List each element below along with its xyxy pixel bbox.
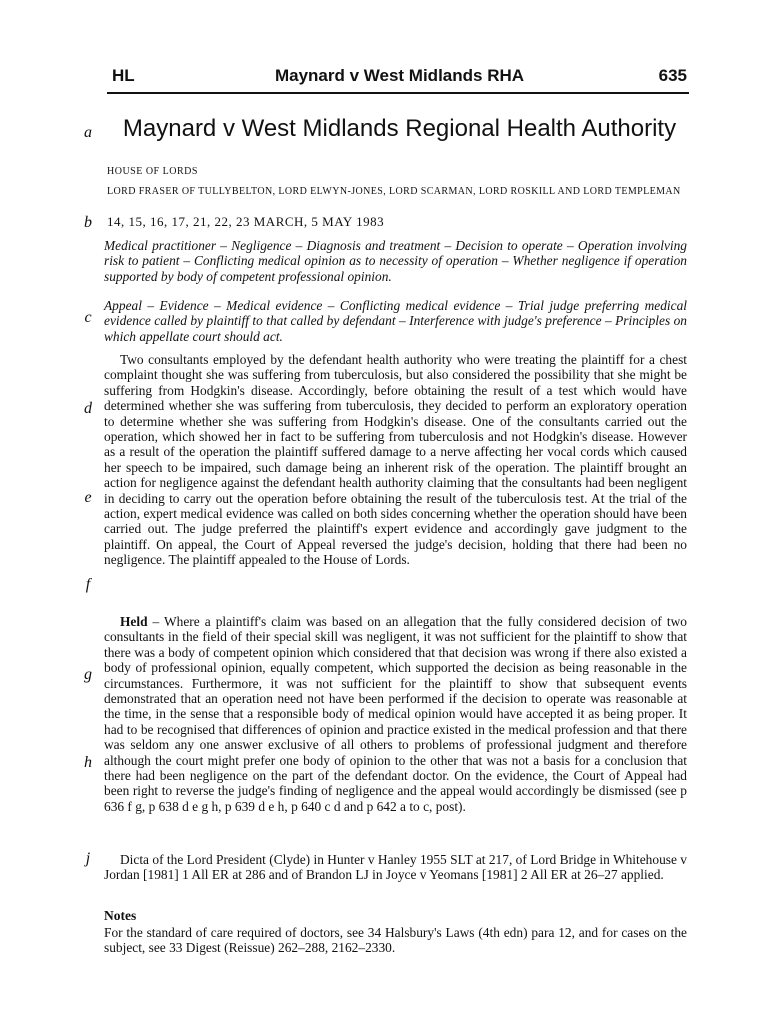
held-text: – Where a plaintiff's claim was based on an allegation that the fully considered decision of two consultants in the field of their special skill was negligent, it was not sufficient for the plaintiff to show that there was a body of competent opinion which considered that that decision was wrong if there also existed a body of professional opinion, equally competent, which supported the decision as being reasonable in the circumstances. Furthermore, it was not sufficient for the plaintiff to show that subsequent events demonstrated that an operation need not have been performed if the decision to operate was reasonable at the time, in the sense that a responsible body of medical opinion would have accepted it as being proper. It had to be recognised that differences of opinion and practice existed in the medical profession and that there was seldom any one answer exclusive of all others to problems of professional judgment and therefore although the court might prefer one body of opinion to the other that was not a basis for a conclusion that there had been negligence on the part of the defendant doctor. On the evidence, the Court of Appeal had been right to reverse the judge's finding of negligence and the appeal would accordingly be dismissed (see p 636 f g, p 638 d e g h, p 639 d e h, p 640 c d and p 642 a to c, post). [104,614,687,814]
case-title: Maynard v West Midlands Regional Health Authority [122,115,677,142]
catchwords-2: Appeal – Evidence – Medical evidence – Conflicting medical evidence – Trial judge preferring medical evidence called by plaintiff to that called by defendant – Interference with judge's preference – Principles on which appellate court should act. [104,298,687,344]
header-rule [107,92,689,94]
margin-letter-c: c [84,309,92,326]
running-head-case-name: Maynard v West Midlands RHA [274,66,525,85]
notes-heading: Notes [104,908,137,923]
page-number: 635 [658,66,687,85]
running-head [112,66,687,90]
judges-list: LORD FRASER OF TULLYBELTON, LORD ELWYN-JONES, LORD SCARMAN, LORD ROSKILL AND LORD TEMPLEMAN [107,186,681,197]
notes-text: For the standard of care required of doctors, see 34 Halsbury's Laws (4th edn) para 12, and for cases on the subject, see 33 Digest (Reissue) 262–288, 2162–2330. [104,925,687,956]
held-label: Held [120,614,148,629]
margin-letter-d: d [84,400,92,417]
margin-letter-h: h [84,754,92,771]
margin-letter-a: a [84,124,92,141]
court-name: HOUSE OF LORDS [107,166,198,177]
dicta-paragraph: Dicta of the Lord President (Clyde) in Hunter v Hanley 1955 SLT at 217, of Lord Bridge in Whitehouse v Jordan [1981] 1 All ER at 286 and of Brandon LJ in Joyce v Yeomans [1981] 2 All ER at 26–27 applied. [104,852,687,883]
headnote-summary: Two consultants employed by the defendant health authority who were treating the plaintiff for a chest complaint thought she was suffering from tuberculosis, but also considered the possibility that she might be suffering from Hodgkin's disease. Accordingly, before obtaining the result of a test which would have determined whether she was suffering from tuberculosis, they decided to perform an exploratory operation to determine whether she was suffering from Hodgkin's disease. One of the consultants carried out the operation, which showed her in fact to be suffering from tuberculosis and not Hodgkin's disease. However as a result of the operation the plaintiff suffered damage to a nerve affecting her vocal cords which caused her speech to be impaired, such damage being an inherent risk of the operation. The plaintiff brought an action for negligence against the defendant health authority claiming that the consultants had been negligent in deciding to carry out the operation before obtaining the result of the tuberculosis test. At the trial of the action, expert medical evidence was called on both sides concerning whether the operation should have been carried out. The judge preferred the plaintiff's expert evidence and accordingly gave judgment to the plaintiff. On appeal, the Court of Appeal reversed the judge's decision, holding that there had been no negligence. The plaintiff appealed to the House of Lords. [104,352,687,568]
margin-letter-j: j [85,850,91,867]
margin-letter-e: e [84,489,92,506]
held-paragraph [104,614,687,814]
margin-letter-f: f [85,576,91,593]
hearing-dates: 14, 15, 16, 17, 21, 22, 23 MARCH, 5 MAY 1983 [107,214,385,229]
margin-letter-g: g [84,666,92,683]
margin-letter-b: b [84,214,92,231]
catchwords-1: Medical practitioner – Negligence – Diagnosis and treatment – Decision to operate – Operation involving risk to patient – Conflicting medical opinion as to necessity of operation – Whether negligence if operation supported by body of competent professional opinion. [104,238,687,284]
running-head-court: HL [112,66,135,85]
